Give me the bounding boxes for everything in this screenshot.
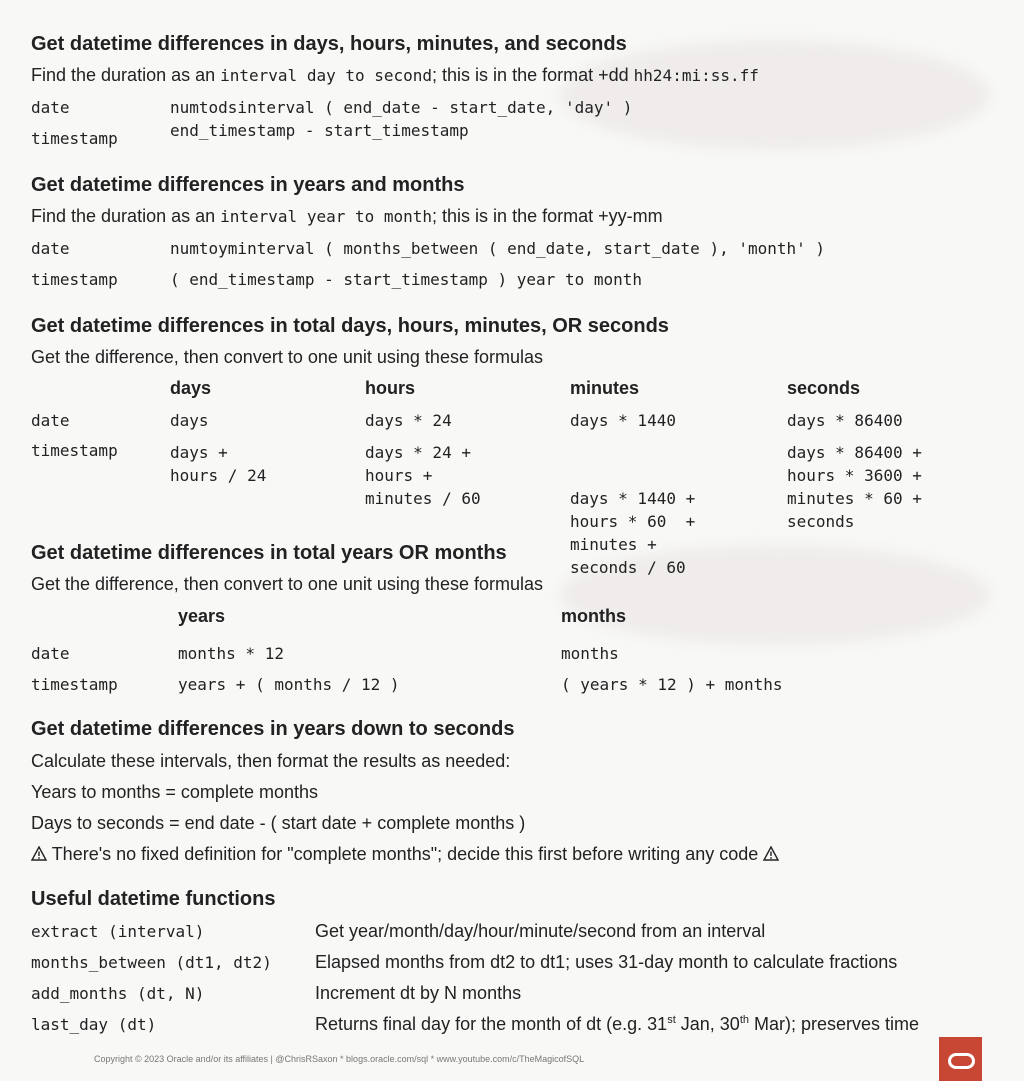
code-snippet: ( end_timestamp - start_timestamp ) year to month bbox=[170, 270, 643, 289]
column-header-hours: hours bbox=[365, 378, 416, 398]
section-heading-total-units: Get datetime differences in total days, hours, minutes, OR seconds bbox=[31, 315, 669, 337]
instruction-line: Days to seconds = end date - ( start date + complete months ) bbox=[31, 813, 526, 833]
section-description: Get the difference, then convert to one unit using these formulas bbox=[31, 574, 543, 594]
formula-cell: days * 86400 + hours * 3600 + minutes * 60 + seconds bbox=[787, 443, 922, 531]
row-label: date bbox=[31, 98, 70, 117]
function-name: add_months (dt, N) bbox=[31, 984, 205, 1003]
row-label: timestamp bbox=[31, 129, 118, 148]
column-header-seconds: seconds bbox=[787, 378, 861, 398]
row-label: date bbox=[31, 411, 70, 430]
column-header-months: months bbox=[561, 606, 626, 626]
oracle-logo-icon bbox=[939, 1037, 982, 1081]
section-description: Find the duration as an interval day to second; this is in the format +dd hh24:mi:ss.ff bbox=[31, 65, 759, 85]
function-description: Returns final day for the month of dt (e.g. 31st Jan, 30th Mar); preserves time bbox=[315, 1014, 920, 1034]
row-label: timestamp bbox=[31, 675, 118, 694]
row-label: date bbox=[31, 239, 70, 258]
code-snippet: end_timestamp - start_timestamp bbox=[170, 121, 469, 140]
section-heading-useful-functions: Useful datetime functions bbox=[31, 888, 276, 910]
formula-cell: days bbox=[170, 411, 209, 430]
warning-triangle-icon bbox=[31, 846, 47, 861]
formula-cell: days * 1440 + hours * 60 + minutes + seconds / 60 bbox=[570, 489, 696, 577]
code-snippet: numtodsinterval ( end_date - start_date, 'day' ) bbox=[170, 98, 633, 117]
background-watermark bbox=[560, 40, 990, 150]
formula-cell: days * 24 bbox=[365, 411, 452, 430]
instruction-line: Calculate these intervals, then format the results as needed: bbox=[31, 751, 511, 771]
warning-note: There's no fixed definition for "complete months"; decide this first before writing any code bbox=[31, 844, 779, 865]
function-description: Get year/month/day/hour/minute/second from an interval bbox=[315, 921, 766, 941]
instruction-line: Years to months = complete months bbox=[31, 782, 318, 802]
formula-cell: ( years * 12 ) + months bbox=[561, 675, 783, 694]
formula-cell: years + ( months / 12 ) bbox=[178, 675, 400, 694]
function-description: Elapsed months from dt2 to dt1; uses 31-day month to calculate fractions bbox=[315, 952, 898, 972]
section-heading-years-or-months: Get datetime differences in total years OR months bbox=[31, 542, 507, 564]
section-heading-years-to-seconds: Get datetime differences in years down to seconds bbox=[31, 718, 515, 740]
formula-cell: months bbox=[561, 644, 619, 663]
section-heading-years-months: Get datetime differences in years and months bbox=[31, 174, 465, 196]
formula-cell: months * 12 bbox=[178, 644, 284, 663]
row-label: date bbox=[31, 644, 70, 663]
column-header-minutes: minutes bbox=[570, 378, 640, 398]
section-description: Find the duration as an interval year to month; this is in the format +yy-mm bbox=[31, 206, 663, 226]
copyright-footer: Copyright © 2023 Oracle and/or its affiliates | @ChrisRSaxon * blogs.oracle.com/sql * www.youtube.com/c/TheMagicofSQL bbox=[94, 1054, 585, 1064]
column-header-days: days bbox=[170, 378, 212, 398]
row-label: timestamp bbox=[31, 441, 118, 460]
section-heading-days-seconds: Get datetime differences in days, hours, minutes, and seconds bbox=[31, 33, 627, 55]
formula-cell: days * 86400 bbox=[787, 411, 903, 430]
formula-cell: days * 1440 bbox=[570, 411, 676, 430]
section-description: Get the difference, then convert to one unit using these formulas bbox=[31, 347, 543, 367]
formula-cell: days * 24 + hours + minutes / 60 bbox=[365, 443, 481, 508]
column-header-years: years bbox=[178, 606, 226, 626]
function-name: last_day (dt) bbox=[31, 1015, 157, 1034]
formula-cell: days + hours / 24 bbox=[170, 443, 267, 485]
function-name: extract (interval) bbox=[31, 922, 205, 941]
warning-triangle-icon bbox=[763, 846, 779, 861]
code-snippet: numtoyminterval ( months_between ( end_date, start_date ), 'month' ) bbox=[170, 239, 826, 258]
function-name: months_between (dt1, dt2) bbox=[31, 953, 272, 972]
function-description: Increment dt by N months bbox=[315, 983, 522, 1003]
row-label: timestamp bbox=[31, 270, 118, 289]
